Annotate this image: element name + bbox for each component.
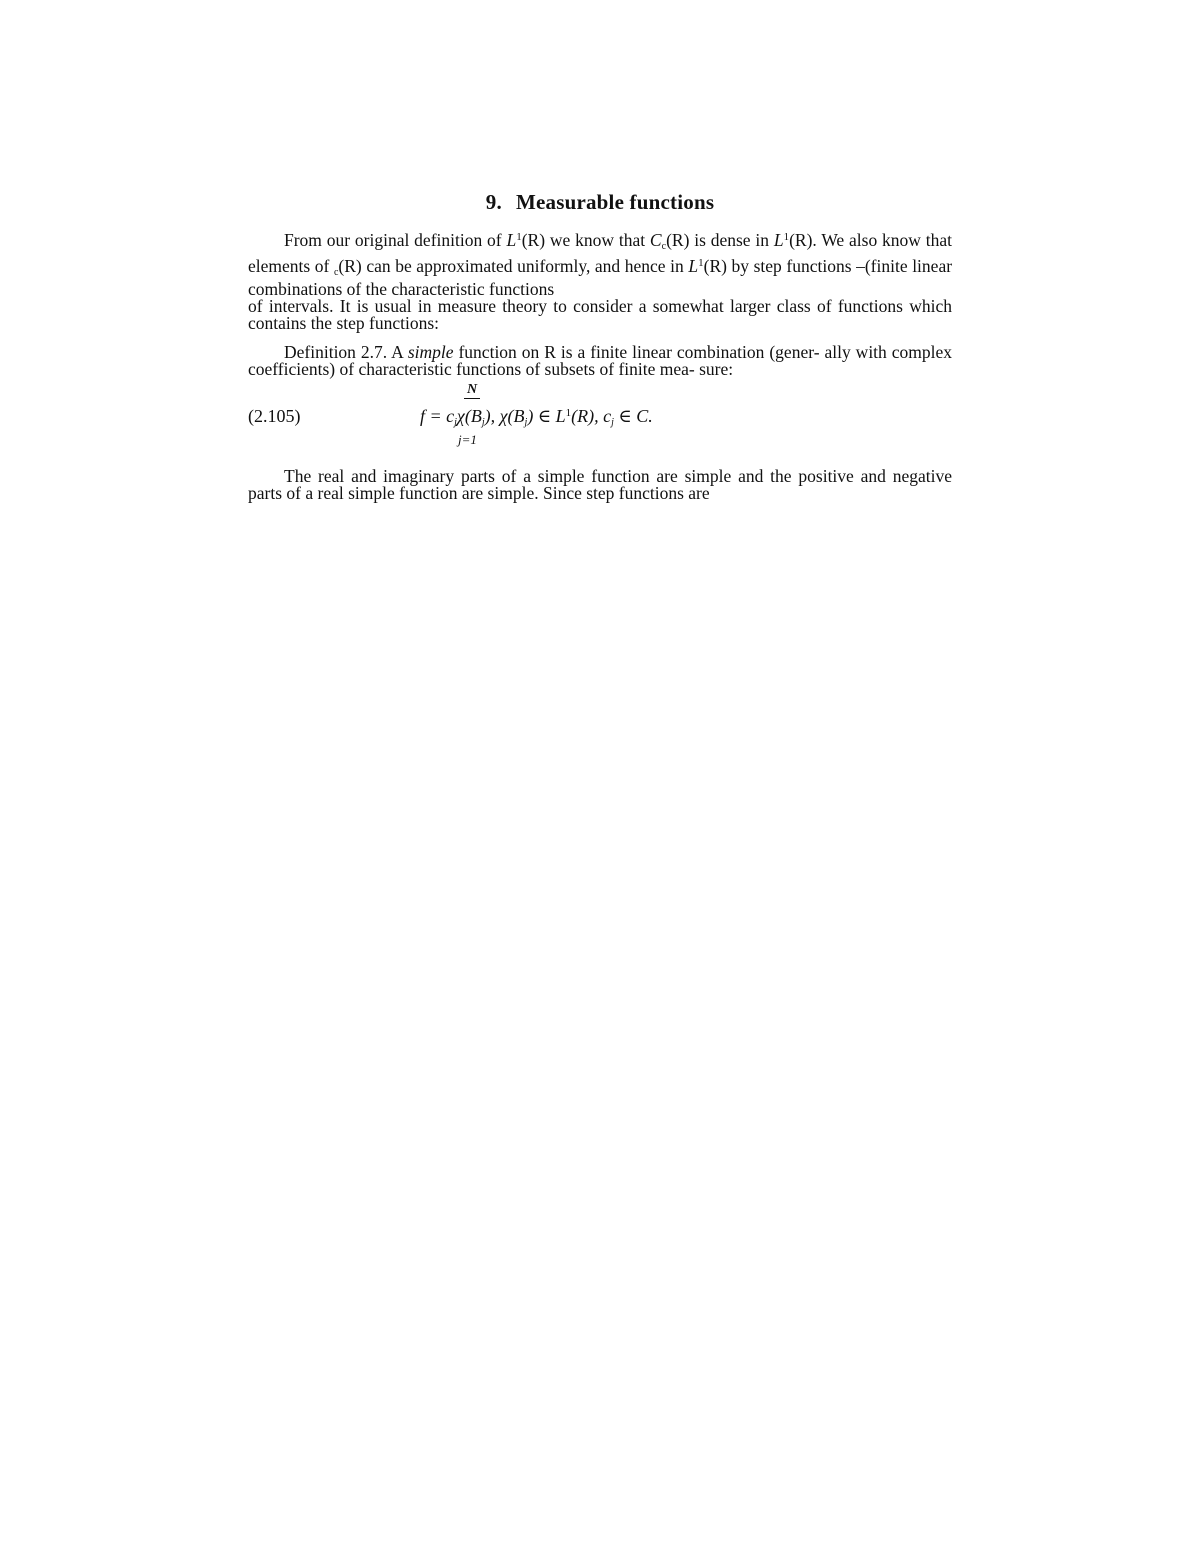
math-sup: 1 [783, 231, 790, 243]
text-run: (R). [789, 230, 817, 250]
definition-label: Definition 2.7. [284, 342, 388, 362]
math-sup: 1 [516, 231, 522, 243]
eq-run: ), χ(B [484, 406, 525, 426]
section-heading [248, 190, 952, 215]
intro-paragraph-continued: of intervals. It is usual in measure theory to consider a somewhat larger class of functions which contains the step functions: [248, 296, 952, 333]
equation-body [420, 406, 653, 428]
math-L: L [506, 230, 517, 250]
equation-block [248, 382, 952, 462]
math-sup: 1 [698, 257, 704, 269]
eq-run: ) ∈ L [527, 406, 566, 426]
math-L: L [773, 230, 784, 250]
text-run: (R) by step functions –(finite linear combinations of the characteristic functions [248, 256, 953, 299]
eq-sub: j [481, 417, 485, 428]
section-number: 9. [485, 190, 502, 214]
eq-sup: 1 [565, 407, 572, 419]
document-page [248, 190, 952, 502]
math-L: L [688, 256, 699, 276]
definition-term: simple [407, 342, 454, 362]
definition-paragraph [248, 344, 952, 378]
eq-run: ∈ C. [613, 406, 653, 426]
section-title: Measurable functions [515, 190, 715, 214]
eq-sub: j [611, 417, 614, 428]
eq-sub: j [524, 417, 528, 428]
math-C: C [649, 230, 662, 250]
closing-paragraph: The real and imaginary parts of a simple function are simple and the positive and negative parts of a real simple function are simple. Since step functions are [248, 466, 952, 503]
equation-number: (2.105) [248, 406, 301, 426]
eq-run: f = c [420, 406, 455, 426]
text-run: (R) is dense in [666, 230, 770, 250]
eq-run: (R), c [571, 406, 612, 426]
text-run: function on R is a finite linear combination (gener- ally with complex coefficients) of characteristic functions of subsets of finite mea- sure: [248, 342, 953, 379]
math-sub: c [333, 267, 339, 278]
intro-paragraph [248, 229, 952, 298]
sum-upper-limit: N [464, 382, 480, 399]
text-run: in [670, 256, 684, 276]
text-run: (R) we know that [521, 230, 646, 250]
text-run: (R) can be approximated uniformly, and hence [338, 256, 666, 276]
text-run: A [391, 342, 403, 362]
text-run: From our original definition of [284, 230, 502, 250]
sum-lower-limit: j=1 [458, 432, 477, 447]
eq-sub: j [454, 417, 457, 428]
text-run: We also know that elements of [248, 230, 953, 276]
math-sub: c [661, 241, 667, 252]
eq-run: χ(B [456, 406, 482, 426]
